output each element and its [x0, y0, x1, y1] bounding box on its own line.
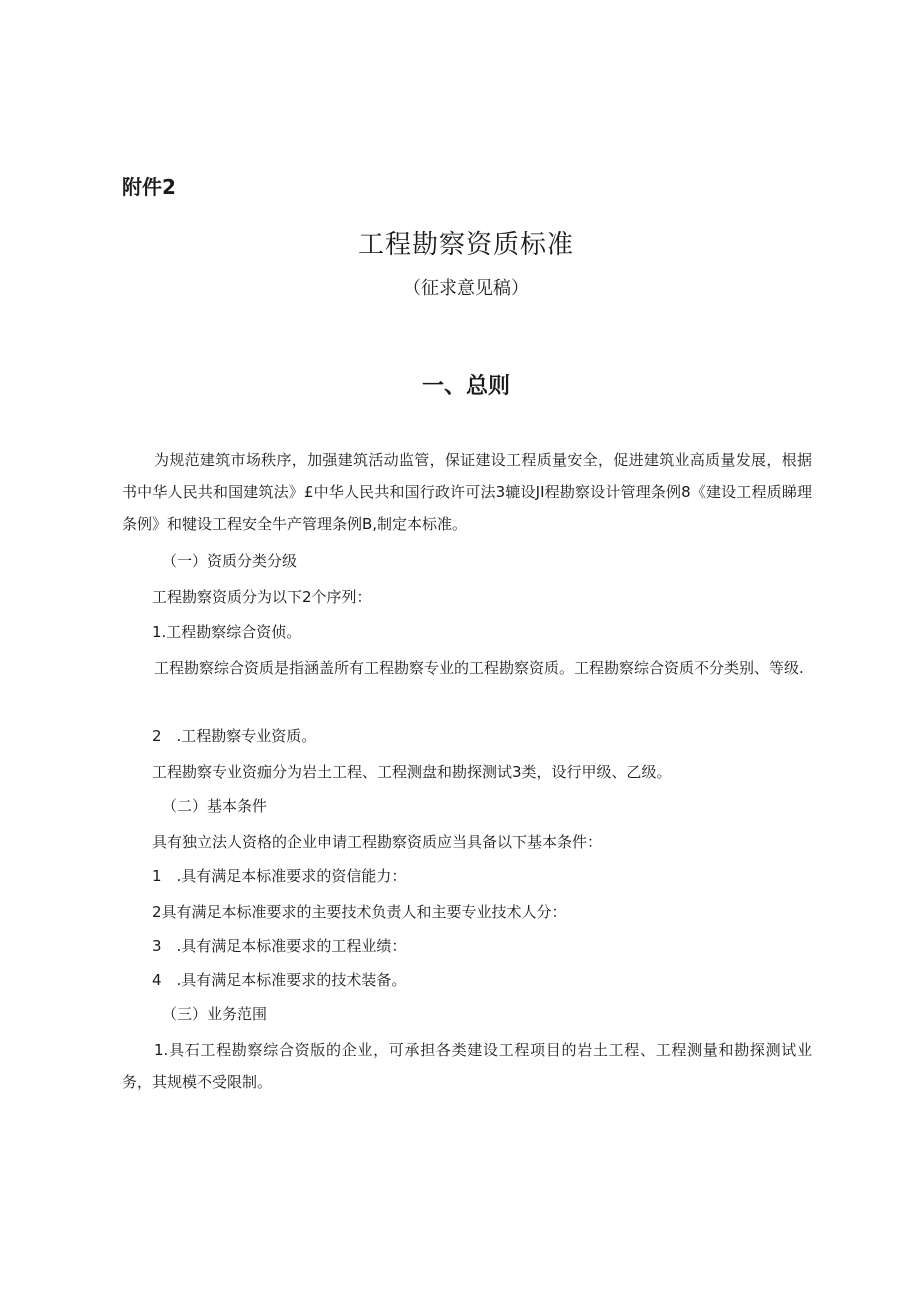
list-item: 4 .具有满足本标准要求的技术装备。	[152, 971, 407, 989]
paragraph-business-scope: 1.具石工程勘察综合资版的企业，可承担各类建设工程项目的岩土工程、工程测量和勘探测试业务，其规模不受限制。	[122, 1041, 812, 1091]
document-subtitle: （征求意见稿）	[403, 278, 529, 299]
attachment-label: 附件2	[122, 175, 176, 199]
list-item: 3 .具有满足本标准要求的工程业绩：	[152, 937, 407, 955]
list-item: 1 .具有满足本标准要求的资信能力：	[152, 867, 407, 885]
document-title: 工程勘察资质标准	[357, 230, 574, 260]
paragraph-comprehensive-desc: 工程勘察综合资质是指涵盖所有工程勘察专业的工程勘察资质。工程勘察综合资质不分类别、等级.	[154, 659, 804, 677]
list-item-specialty: 2 .工程勘察专业资质。	[152, 727, 317, 745]
paragraph-sequence-count: 工程勘察资质分为以下2个序列：	[152, 588, 372, 606]
subsection-heading-classification: （一）资质分类分级	[162, 552, 298, 570]
paragraph-specialty-desc: 工程勘察专业资痂分为岩土工程、工程测盘和勘探测试3类，设行甲级、乙级。	[152, 763, 672, 781]
subsection-heading-basic-conditions: （二）基本条件	[162, 797, 268, 815]
list-item-comprehensive: 1.工程勘察综合资侦。	[152, 623, 302, 641]
paragraph-basic-conditions: 具有独立法人资格的企业申请工程勘察资质应当具备以下基本条件：	[152, 833, 603, 851]
subsection-heading-business-scope: （三）业务范围	[162, 1005, 268, 1023]
list-item: 2具有满足本标准要求的主要技术负责人和主要专业技术人分：	[152, 903, 567, 921]
section-heading-general: 一、总则	[421, 374, 510, 399]
intro-paragraph: 为规范建筑市场秩序，加强建筑活动监管，保证建设工程质量安全，促进建筑业高质量发展，根据书中华人民共和国建筑法》£中华人民共和国行政许可法3辘设JI程勘察设计管理条例8《建设工程质睇理条例》和犍设工程安全牛产管理条例B,制定本标准。	[122, 451, 812, 533]
